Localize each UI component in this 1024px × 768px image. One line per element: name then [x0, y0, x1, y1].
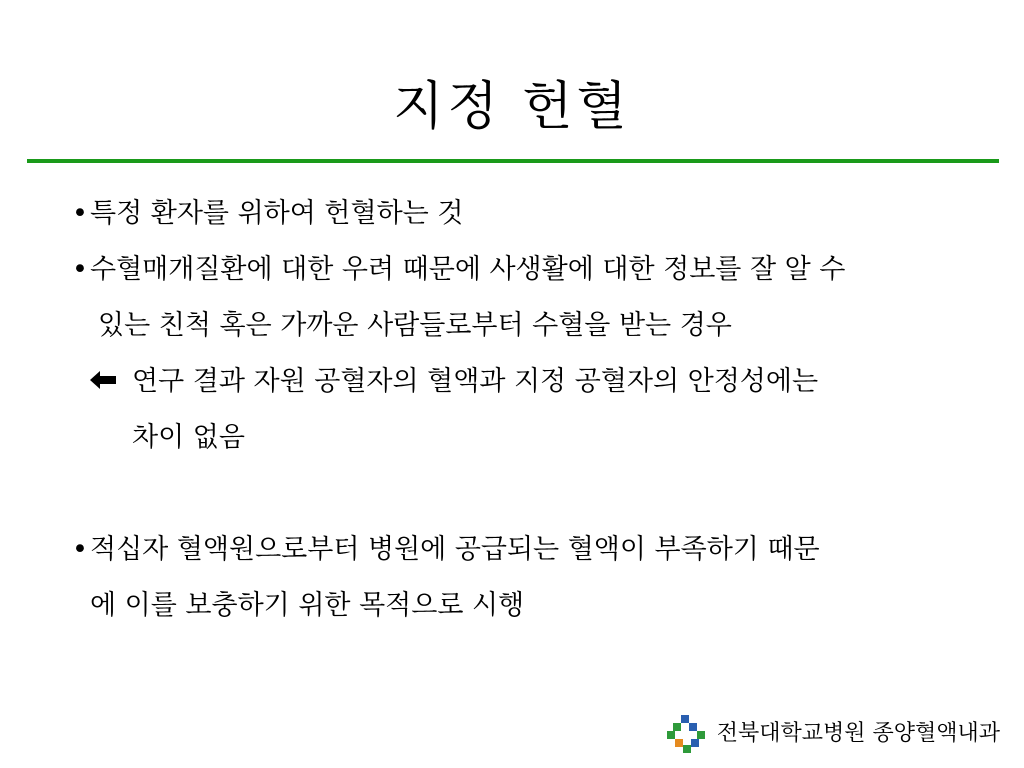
footer-org-name: 전북대학교병원 종양혈액내과: [716, 721, 1000, 746]
bullet-marker: •: [72, 198, 88, 229]
hospital-logo-icon: [665, 713, 707, 755]
bullet-item-3-continuation: 에 이를 보충하기 위한 목적으로 시행: [90, 590, 525, 621]
bullet-marker: •: [72, 534, 88, 565]
bullet-item-2-continuation: 있는 친척 혹은 가까운 사람들로부터 수혈을 받는 경우: [98, 310, 732, 341]
bullet-item-2: [72, 252, 845, 288]
left-arrow-icon: [88, 368, 118, 392]
sub-item-line-1: 연구 결과 자원 공혈자의 혈액과 지정 공혈자의 안정성에는: [132, 366, 819, 397]
bullet-marker: •: [72, 254, 88, 285]
sub-item-line-2: 차이 없음: [132, 422, 245, 453]
bullet-item-1: [72, 196, 463, 232]
title-divider: [27, 159, 999, 163]
bullet-item-3: [72, 532, 820, 568]
bullet-text-line-1: 적십자 혈액원으로부터 병원에 공급되는 혈액이 부족하기 때문: [90, 534, 820, 565]
bullet-text: 특정 환자를 위하여 헌혈하는 것: [90, 198, 464, 229]
footer: [665, 716, 1000, 752]
bullet-text-line-1: 수혈매개질환에 대한 우려 때문에 사생활에 대한 정보를 잘 알 수: [90, 254, 846, 285]
slide-title: 지정 헌혈: [393, 77, 631, 137]
